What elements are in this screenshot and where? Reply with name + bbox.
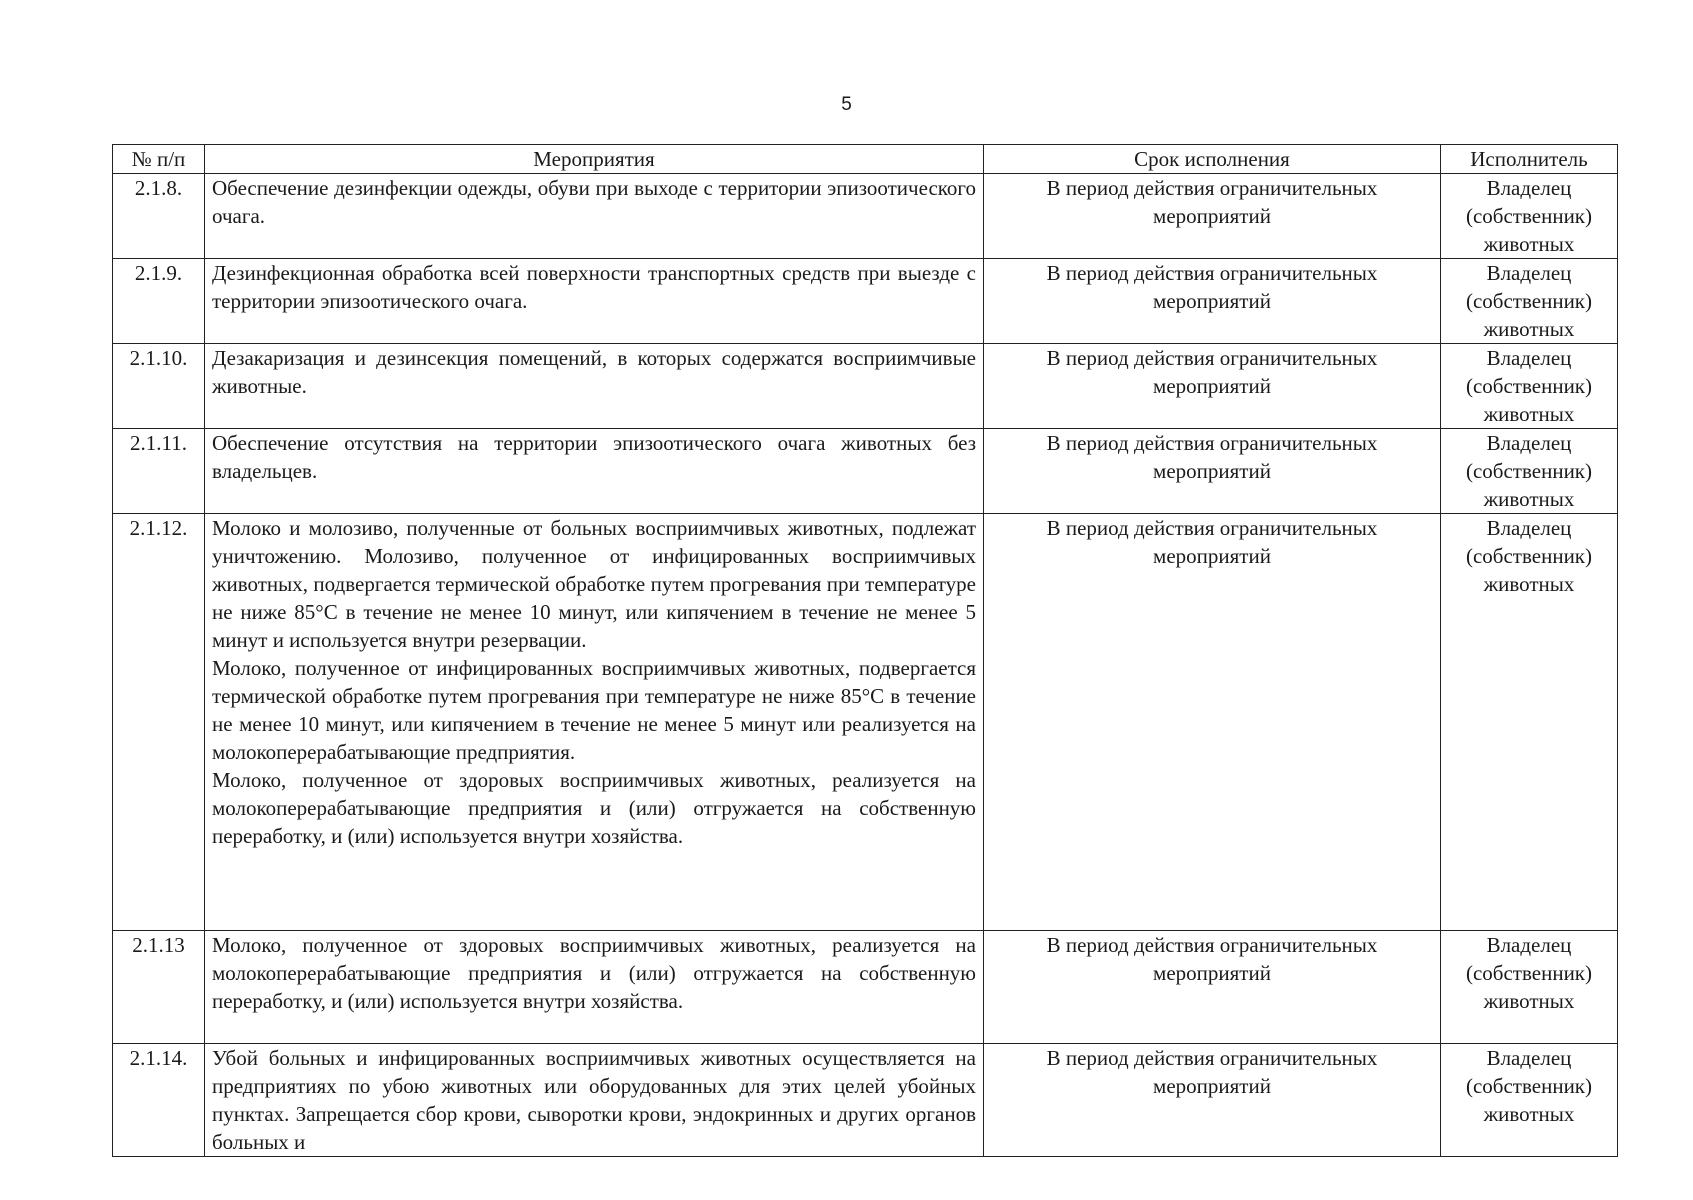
row-executor: Владелец (собственник) животных [1441,1044,1618,1157]
row-activity [205,931,984,1044]
table-row [113,344,1618,429]
table-row [113,1044,1618,1157]
row-number: 2.1.11. [113,429,205,514]
table-header-row [113,145,1618,174]
row-activity [205,514,984,931]
row-executor: Владелец (собственник) животных [1441,931,1618,1044]
row-executor: Владелец (собственник) животных [1441,259,1618,344]
row-activity [205,344,984,429]
header-term: Срок исполнения [984,145,1441,174]
row-number: 2.1.8. [113,174,205,259]
row-term: В период действия ограничительных мероприятий [984,174,1441,259]
activity-paragraph: Обеспечение отсутствия на территории эпизоотического очага животных без владельцев. [212,431,976,483]
row-term: В период действия ограничительных мероприятий [984,1044,1441,1157]
table-row [113,514,1618,931]
row-activity [205,429,984,514]
table-row [113,259,1618,344]
row-number: 2.1.13 [113,931,205,1044]
table-row [113,429,1618,514]
page-number: 5 [841,94,852,115]
row-term: В период действия ограничительных мероприятий [984,931,1441,1044]
header-executor: Исполнитель [1441,145,1618,174]
measures-table [112,144,1618,1157]
row-term: В период действия ограничительных мероприятий [984,429,1441,514]
activity-paragraph: Дезакаризация и дезинсекция помещений, в которых содержатся восприимчивые животные. [212,346,976,398]
activity-paragraph: Молоко и молозиво, полученные от больных восприимчивых животных, подлежат уничтожению. Молозиво, полученное от инфицированных восприимчивых животных, подвергается термической обработке путем прогревания при температуре не ниже 85°С в течение не менее 10 минут, или кипячением в течение не менее 5 минут и используется внутри резервации. [212,516,976,652]
row-activity [205,174,984,259]
table-row [113,174,1618,259]
activity-paragraph: Молоко, полученное от здоровых восприимчивых животных, реализуется на молокоперерабатывающие предприятия и (или) отгружается на собственную переработку, и (или) используется внутри хозяйства. [212,768,976,848]
table-row [113,931,1618,1044]
row-number: 2.1.9. [113,259,205,344]
header-num: № п/п [113,145,205,174]
activity-paragraph: Дезинфекционная обработка всей поверхности транспортных средств при выезде с территории эпизоотического очага. [212,261,976,313]
header-activity: Мероприятия [205,145,984,174]
row-number: 2.1.14. [113,1044,205,1157]
row-activity [205,259,984,344]
row-executor: Владелец (собственник) животных [1441,429,1618,514]
row-number: 2.1.10. [113,344,205,429]
activity-paragraph: Молоко, полученное от инфицированных восприимчивых животных, подвергается термической обработке путем прогревания при температуре не ниже 85°С в течение не менее 10 минут, или кипячением в течение не менее 5 минут или реализуется на молокоперерабатывающие предприятия. [212,656,976,764]
activity-paragraph: Обеспечение дезинфекции одежды, обуви при выходе с территории эпизоотического очага. [212,176,976,228]
row-executor: Владелец (собственник) животных [1441,174,1618,259]
row-executor: Владелец (собственник) животных [1441,344,1618,429]
row-term: В период действия ограничительных мероприятий [984,514,1441,931]
row-executor: Владелец (собственник) животных [1441,514,1618,931]
row-term: В период действия ограничительных мероприятий [984,259,1441,344]
row-term: В период действия ограничительных мероприятий [984,344,1441,429]
activity-paragraph: Молоко, полученное от здоровых восприимчивых животных, реализуется на молокоперерабатывающие предприятия и (или) отгружается на собственную переработку, и (или) используется внутри хозяйства. [212,933,976,1013]
row-number: 2.1.12. [113,514,205,931]
activity-paragraph: Убой больных и инфицированных восприимчивых животных осуществляется на предприятиях по убою животных или оборудованных для этих целей убойных пунктах. Запрещается сбор крови, сыворотки крови, эндокринных и других органов больных и [212,1046,976,1154]
row-activity [205,1044,984,1157]
